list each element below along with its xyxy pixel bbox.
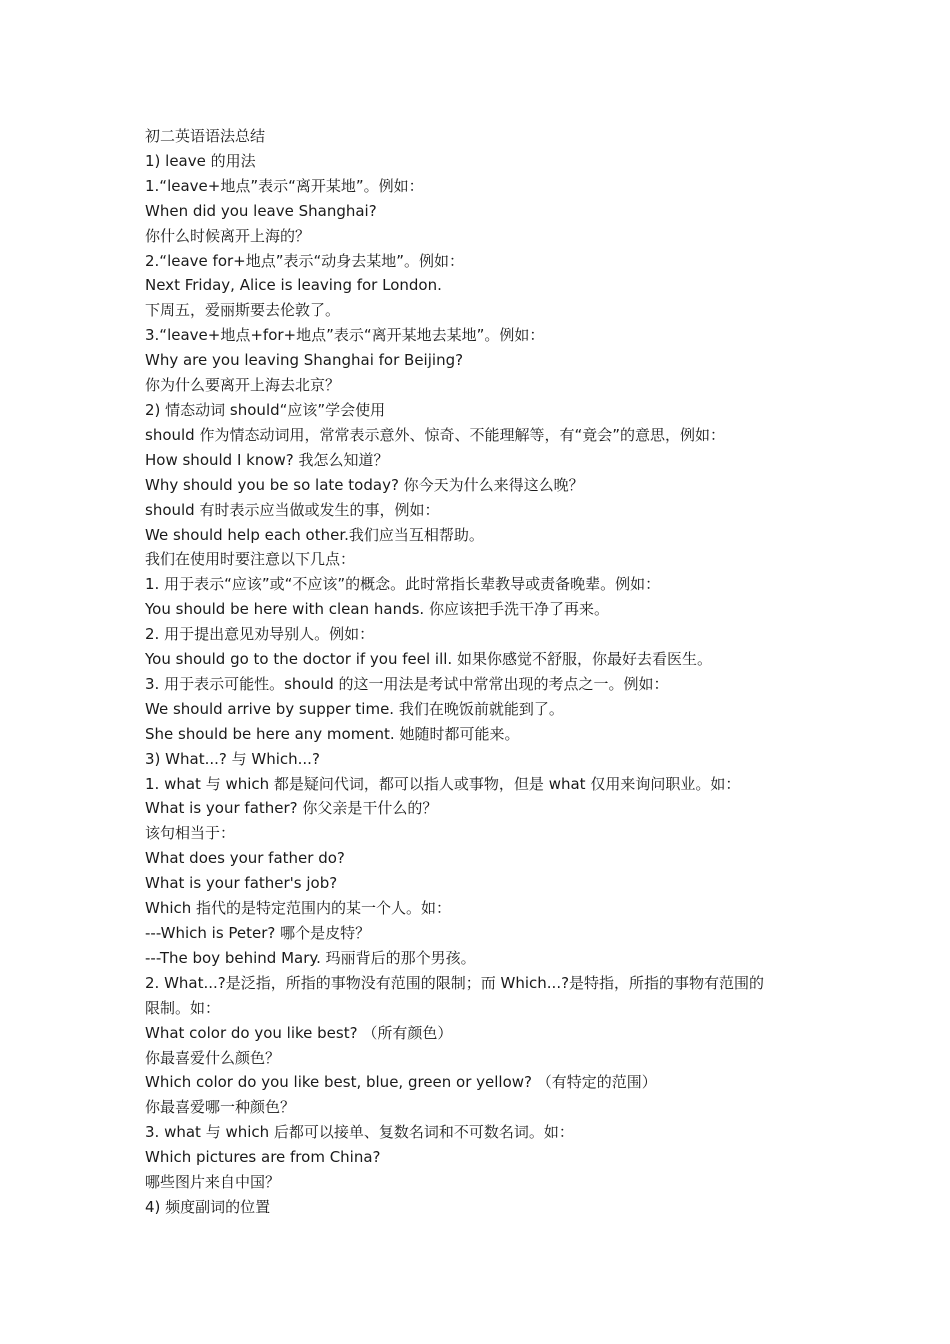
translation-line: 你最喜爱什么颜色？ — [145, 1048, 281, 1067]
example-sentence: What does your father do? — [145, 849, 345, 868]
text-line: 该句相当于： — [145, 824, 236, 843]
translation-line: 你为什么要离开上海去北京？ — [145, 376, 341, 395]
example-sentence: You should go to the doctor if you feel ill. 如果你感觉不舒服，你最好去看医生。 — [145, 650, 712, 669]
text-line: Which 指代的是特定范围内的某一个人。如： — [145, 899, 452, 918]
example-sentence: How should I know? 我怎么知道？ — [145, 450, 389, 469]
text-line: should 作为情态动词用，常常表示意外、惊奇、不能理解等，有“竟会”的意思，例如： — [145, 425, 726, 444]
section-heading: 2) 情态动词 should“应该”学会使用 — [145, 400, 386, 419]
example-sentence: What color do you like best? （所有颜色） — [145, 1023, 453, 1042]
example-sentence: What is your father? 你父亲是干什么的？ — [145, 799, 438, 818]
text-line: 限制。如： — [145, 998, 221, 1017]
example-sentence: Which color do you like best, blue, green or yellow? （有特定的范围） — [145, 1073, 657, 1092]
translation-line: 你最喜爱哪一种颜色？ — [145, 1098, 296, 1117]
translation-line: 哪些图片来自中国？ — [145, 1173, 281, 1192]
translation-line: 下周五，爱丽斯要去伦敦了。 — [145, 301, 341, 320]
document-title: 初二英语语法总结 — [145, 127, 266, 145]
document-body — [145, 124, 815, 1220]
example-sentence: Why should you be so late today? 你今天为什么来得这么晚？ — [145, 475, 584, 494]
text-line: 1.“leave+地点”表示“离开某地”。例如： — [145, 176, 424, 195]
translation-line: 你什么时候离开上海的？ — [145, 226, 311, 245]
text-line: 2. 用于提出意见劝导别人。例如： — [145, 625, 375, 644]
text-line: 1. what 与 which 都是疑问代词，都可以指人或事物，但是 what 仅用来询问职业。如： — [145, 774, 741, 793]
section-heading: 1) leave 的用法 — [145, 151, 256, 170]
text-line: 3. what 与 which 后都可以接单、复数名词和不可数名词。如： — [145, 1123, 574, 1142]
example-sentence: Which pictures are from China? — [145, 1148, 381, 1167]
example-sentence: She should be here any moment. 她随时都可能来。 — [145, 724, 520, 743]
example-sentence: ---Which is Peter? 哪个是皮特？ — [145, 924, 371, 942]
section-heading: 3) What...? 与 Which...? — [145, 749, 320, 768]
text-line: 1. 用于表示“应该”或“不应该”的概念。此时常指长辈教导或责备晚辈。例如： — [145, 575, 661, 594]
example-sentence: What is your father's job? — [145, 874, 338, 893]
example-sentence: We should help each other.我们应当互相帮助。 — [145, 525, 484, 544]
section-heading: 4) 频度副词的位置 — [145, 1197, 271, 1216]
text-line: should 有时表示应当做或发生的事，例如： — [145, 500, 440, 519]
text-line: 2.“leave for+地点”表示“动身去某地”。例如： — [145, 251, 465, 270]
text-line: 3.“leave+地点+for+地点”表示“离开某地去某地”。例如： — [145, 326, 545, 345]
example-sentence: ---The boy behind Mary. 玛丽背后的那个男孩。 — [145, 948, 476, 967]
text-line: 2. What...?是泛指，所指的事物没有范围的限制；而 Which...?是特指，所指的事物有范围的 — [145, 973, 765, 992]
text-line: 我们在使用时要注意以下几点： — [145, 550, 356, 569]
example-sentence: When did you leave Shanghai? — [145, 201, 377, 220]
text-line: 3. 用于表示可能性。should 的这一用法是考试中常常出现的考点之一。例如： — [145, 674, 669, 693]
example-sentence: Why are you leaving Shanghai for Beijing? — [145, 351, 464, 370]
example-sentence: We should arrive by supper time. 我们在晚饭前就能到了。 — [145, 699, 564, 718]
example-sentence: You should be here with clean hands. 你应该把手洗干净了再来。 — [145, 600, 609, 619]
example-sentence: Next Friday, Alice is leaving for London. — [145, 276, 442, 295]
